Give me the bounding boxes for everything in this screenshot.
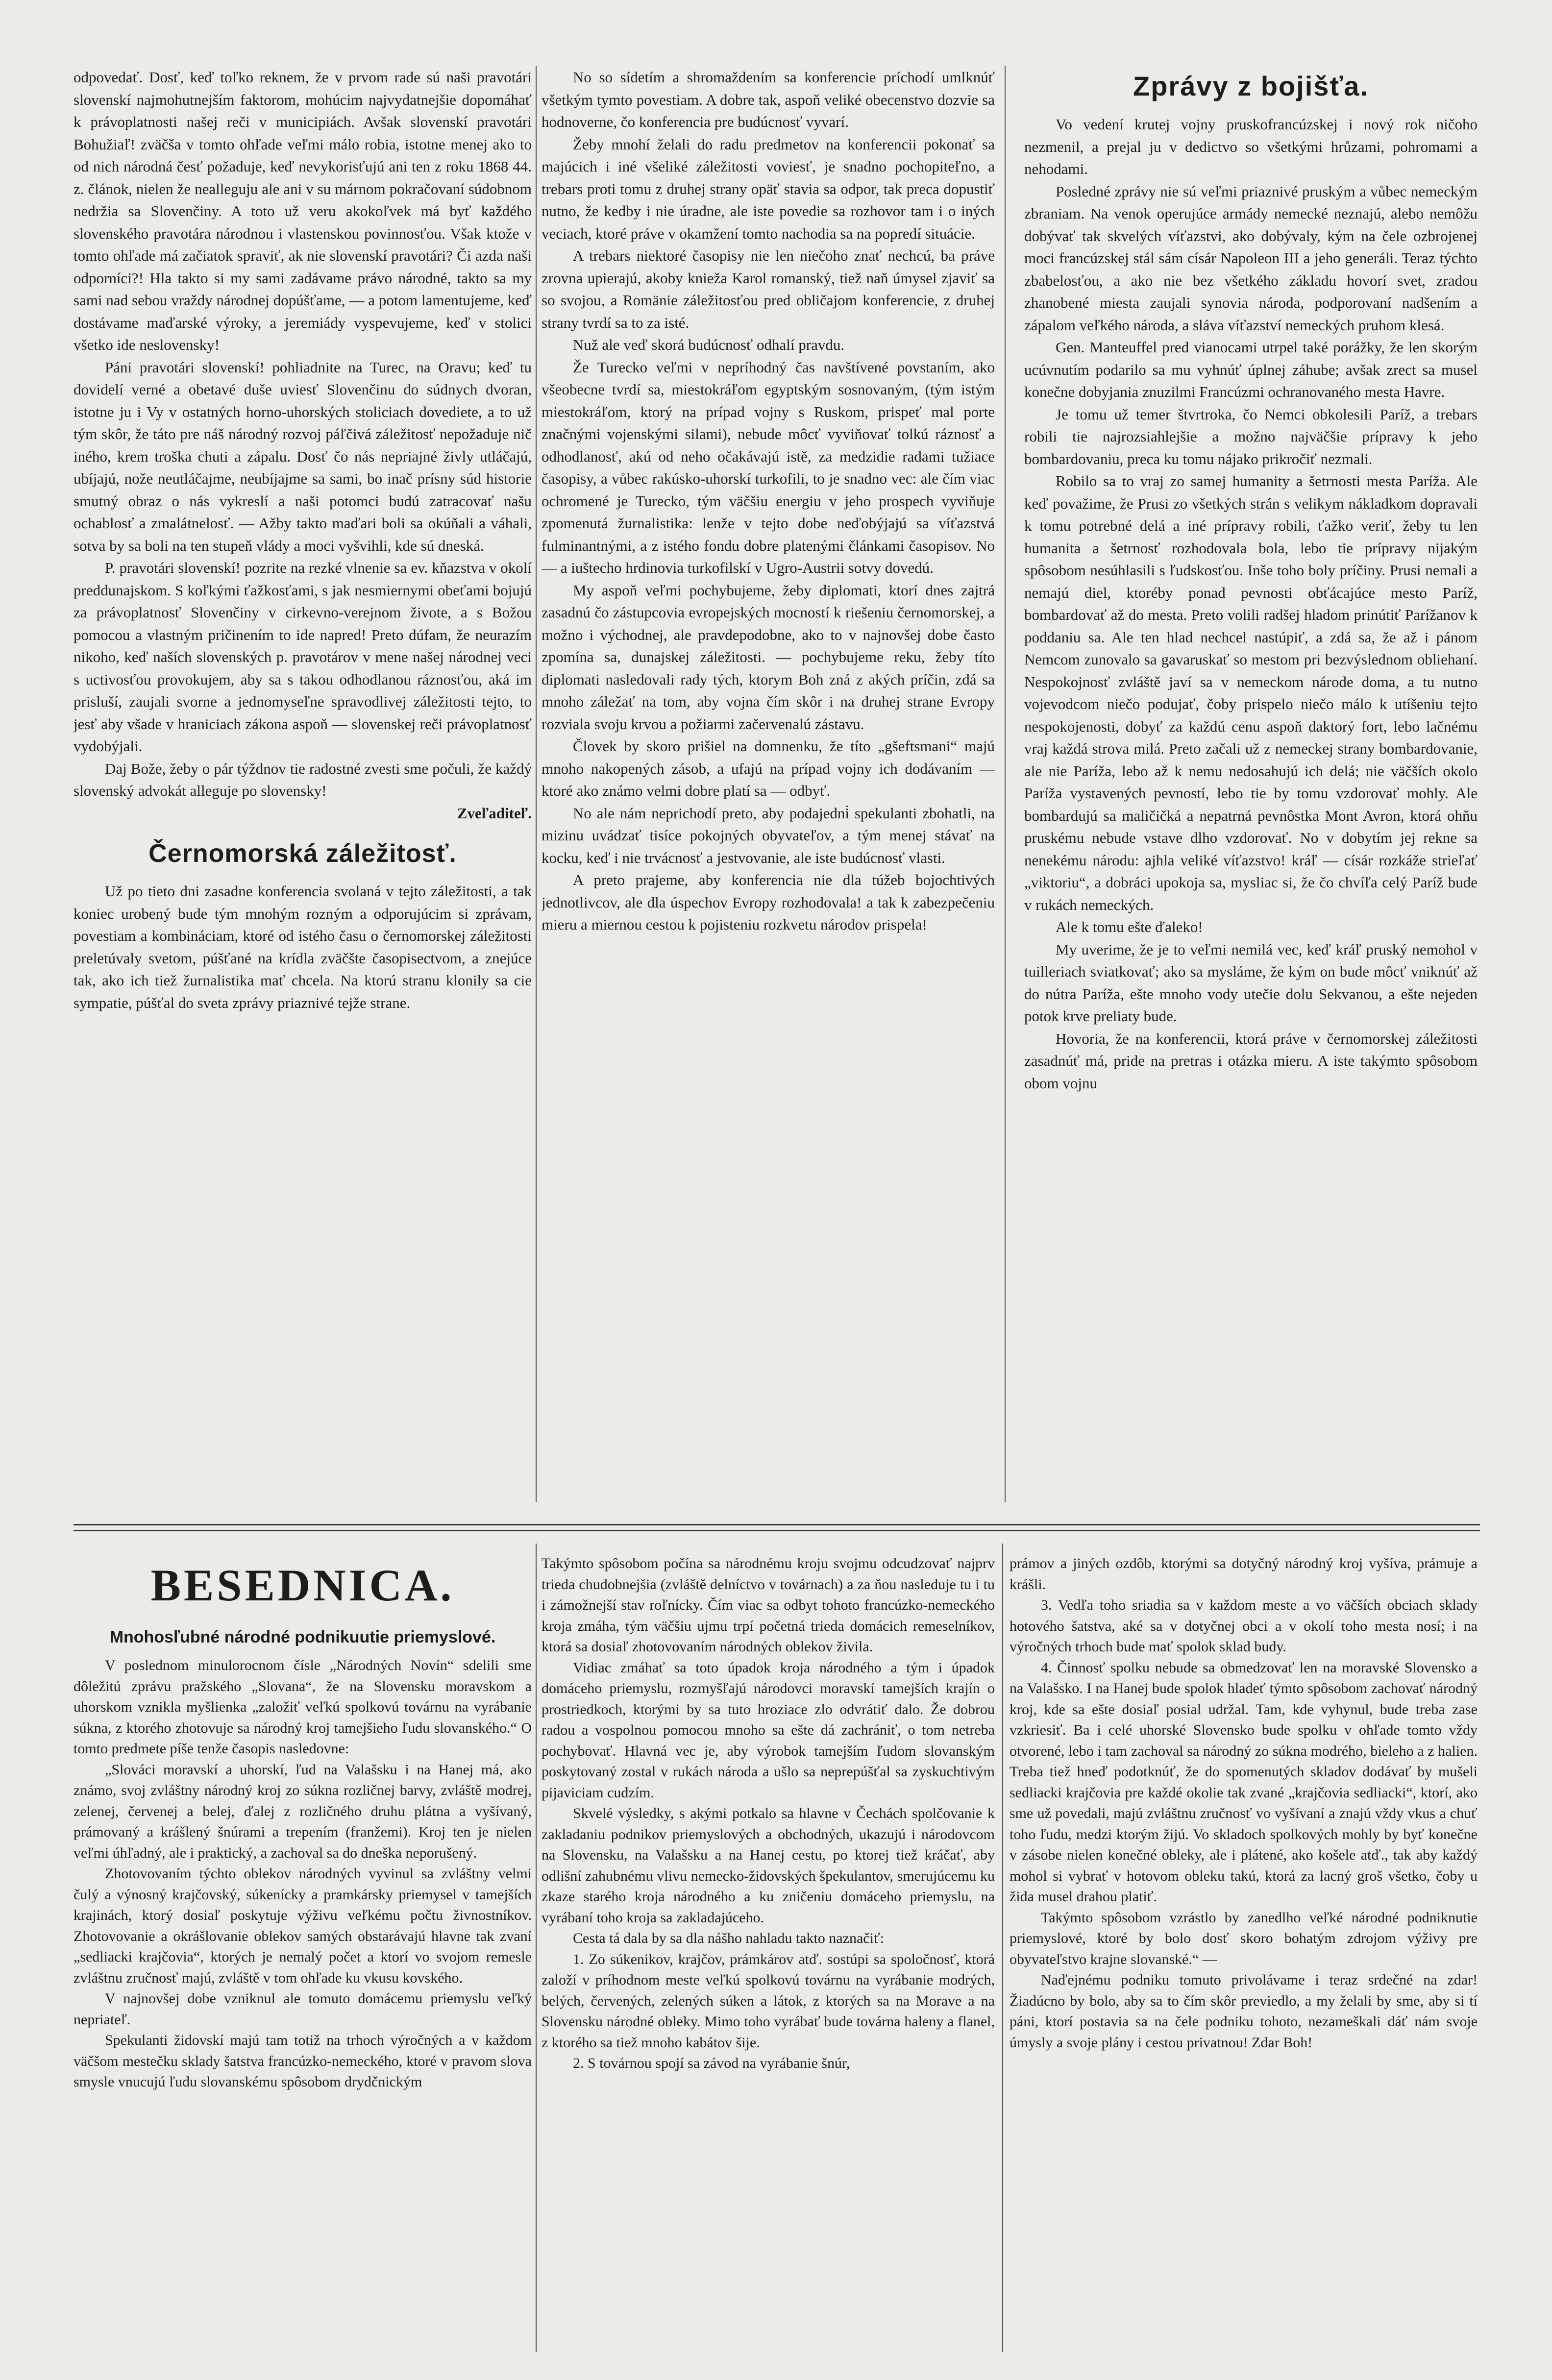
section-title: Černomorská záležitosť. bbox=[148, 839, 457, 868]
column-divider bbox=[1005, 66, 1006, 1502]
paragraph: Vidiac zmáhať sa toto úpadok kroja národného a tým i úpadok domáceho priemyslu, rozmyšľajú národovci moravskí tamejších krajín o prostriedkoch, ktorými by sa tuto hroziace zlo odvrátiť dalo. Že dobrou radou a vospolnou pomocou mnoho sa ešte dá zachrániť, o tom netreba pochybovať. Hlavná vec je, aby výrobok tamejším ľudom slovanským poskytovaný zostal v rukách národa a ušlo sa neprepúšťal sa zyskuchtivým pijaviciam cudzím. bbox=[542, 1659, 995, 1801]
paragraph: P. pravotári slovenskí! pozrite na rezké vlnenie sa ev. kňazstva v okolí preddunajskom. S koľkými ťažkosťami, s jak nesmiernymi obeťami bojujú za právoplatnosť Slovenčiny v cirkevno-verejnom živote, a s Božou pomocou a vlastným pričinením to ide napred! Preto dúfam, že neurazím nikoho, keď naších slovenských p. pravotárov v mene našej národnej veci s uctivosťou provokujem, aby sa s takou odhodlanou ráznosťou, aká im prisluší, zaujali svorne a jednomyseľne spravodlivej záležitosti tejto, to jesť aby všade v hraniciach zákona aspoň — slovenskej reči právoplatnosť vydobýjali. bbox=[74, 559, 532, 755]
paragraph: „Slováci moravskí a uhorskí, ľud na Valašsku i na Hanej má, ako známo, svoj zvláštny národný kroj zo súkna rozličnej barvy, zvláště modrej, zelenej, červenej a belej, ďalej z rozličného druhu plátna a vyšívaný, prámovaný a krášlený šnúrami a trepením (franžemi). Kroj ten je nielen veľmi úhľadný, ale i praktický, a zachoval sa do dneška neporušený. bbox=[74, 1761, 532, 1861]
paragraph: My uverime, že je to veľmi nemilá vec, keď kráľ pruský nemohol v tuilleriach sviatkovať; ako sa mysláme, že kým on bude môcť vniknúť až do nútra Paríža, ešte mnoho vody utečie dolu Sekvanou, a ešte nejeden potok krve preliaty bude. bbox=[1024, 940, 1478, 1025]
paragraph: Páni pravotári slovenskí! pohliadnite na Turec, na Oravu; keď tu dovidelí verné a obetavé duše uviesť Slovenčinu do súdnych dvoran, istotne ju i Vy v ostatných horno-uhorských stoliciach dovediete, a to už tým skôr, že táto pre náš národný rozvoj páľčivá záležitosť nepožaduje nič iného, krem troška chuti a zápalu. Dosť čo nás nepriajné živly utláčajú, ubíjajú, nože neutláčajme, neubíjajme sa sami, bo inač prísny súd historie smutný obraz o nás vykreslí a naši potomci budú zatracovať našu ochablosť a zmalátnelosť. — Ažby takto maďari boli sa okúňali a váhali, sotva by sa boli na ten stupeň vlády a moci vyšvihli, kde sú dneská. bbox=[74, 358, 532, 554]
besednica-column-right bbox=[1010, 1553, 1478, 2367]
signature: Zveľaditeľ. bbox=[457, 804, 532, 822]
news-title: Zprávy z bojišťa. bbox=[1133, 71, 1369, 101]
column-divider bbox=[536, 66, 537, 1502]
paragraph: Spekulanti židovskí majú tam totiž na trhoch výročných a v každom väčšom mestečku sklady šatstva francúzko-nemeckého, ktoré v pravom slova smysle vnucujú ľudu slovanskému spôsobom drydčnickým bbox=[74, 2032, 532, 2090]
paragraph: My aspoň veľmi pochybujeme, žeby diplomati, ktorí dnes zajtrá zasadnú čo zástupcovia evropejských mocností k riešeniu černomorskej, a možno i východnej, ale pravdepodobne, ako to v najnovšej dobe často zpomína sa, dunajskej záležitosti. — pochybujeme reku, žeby títo diplomati nasledovali rady tých, ktorym Boh zná z akých príčin, zdá sa mnoho záležať na tom, aby vojna čím skôr i na druhej strane Evropy rozviala svoju krvou a požiarmi začervenalú zástavu. bbox=[542, 581, 995, 733]
feuilleton-divider bbox=[74, 1524, 1480, 1531]
column-divider bbox=[536, 1544, 537, 2352]
paragraph: 3. Vedľa toho sriadia sa v každom meste a vo väčších obciach sklady hotového šatstva, aké sa v dotyčnej obci a v okolí toho mesta nosí; i na výročných trhoch bude mať spolok sklad budy. bbox=[1010, 1597, 1478, 1655]
paragraph: Robilo sa to vraj zo samej humanity a šetrnosti mesta Paríža. Ale keď považime, že Prusi zo všetkých strán s velikym nákladkom dopravali k tomu potrebné delá a iné prípravy robili, ťažko veriť, žeby tu len humanita a šetrnosť rozhodovala bola, lebo tie prípravy nijakým spôsobom nesúhlasili s ľudskosťou. Inše toho boly príčiny. Prusi nemali a nemajú diel, ktoréby ponad pevnosti obťácajúce mesto Paríž, bombardovať až do mesta. Preto volili radšej hladom prinútiť Parížanov k poddaniu sa. Ale ten hlad nechcel nastúpiť, a zdá sa, že až i pánom Nemcom zunovalo sa gavaruskať so mestom pri bezvýslednom obliehaní. Nespokojnosť zvláště javí sa v nemeckom národe doma, a tu nutno vojevodcom niečo podujať, čoby prispelo niečo málo k utíšeniu tejto nespokojenosti, dobyť za každú cenu aspoň daktorý fort, lebo lačnému vraj každá strova milá. Preto začali už z nemeckej strany bombardovanie, ale nie Paríža, lebo až k nemu nedosahujú ich delá; nie väčších okolo Paríža vystavených pevností, lebo tie by tomu vzdorovať mohly. Ale bombardujú sa maličičká a nepatrná pevnôstka Mont Avron, ktorá ohňu pruskému nebude vstave dlho vzdorovať. No v dobytím jej rekne sa nenekému národu: ajhla veliké víťazstvo! kráľ — císár rozkáže strieľať „viktoriu“, a dobráci upokoja sa, mysliac si, že čo chvíľa celý Paríž bude v rukách nemeckých. bbox=[1024, 472, 1478, 913]
paragraph: odpovedať. Dosť, keď toľko reknem, že v prvom rade sú naši pravotári slovenskí najmohutnejším faktorom, mohúcim najvydatnejšie dopomáhať k právoplatnosti našej reči v municipiách. Avšak slovenskí pravotári Bohužiaľ! zväčša v tomto ohľade veľmi málo robia, istotne menej ako to od nich národná česť požaduje, keď nevykorisťujú ani ten z roku 1868 44. z. článok, nielen že nealleguju ale ani v su márnom pokračovaní súdobnom nedržia sa Slovenčiny. A toto už veru akokoľvek má byť každého slovenského pravotára národnou i vlastenskou povinnosťou. Však ktože v tomto ohľade má začiatok spraviť, ak nie slovenskí pravotári? Či azda naši odporníci?! Hla takto si my sami zadávame právo národné, takto sa my sami nad sebou vraždy národnej dopúšťame, — a potom lamentujeme, keď dostávame maďarské výroky, a jeremiády vyspevujeme, keď v stolici všetko ide neslovensky! bbox=[74, 69, 532, 353]
paragraph: Takýmto spôsobom počína sa národnému kroju svojmu odcudzovať najprv trieda chudobnejšia (zvláště delníctvo v továrnach) a za ňou nasleduje tu i tu i zámožnejší stav roľnícky. Čím viac sa odbyt tohoto francúzko-nemeckého kroja zmáha, tým väčšiu ujmu trpí početná trieda domácich remeselníkov, ktorá sa dosiaľ zhotovovaním národných oblekov živila. bbox=[542, 1555, 995, 1655]
paragraph: Takýmto spôsobom vzrástlo by zanedlho veľké národné podniknutie priemyslové, ktoré by bolo dosť skoro bohatým zdrojom výživy pre obyvateľstvo krajne slovanské.“ — bbox=[1010, 1909, 1478, 1967]
paragraph: Gen. Manteuffel pred vianocami utrpel také porážky, že len skorým ucúvnutím podarilo sa mu vyhnúť úplnej záhube; avšak zrect sa musel konečne dobyjania znuzilmi Francúzmi ochranovaného mesta Havre. bbox=[1024, 339, 1478, 400]
paragraph: Vo vedení krutej vojny pruskofrancúzskej i nový rok ničoho nezmenil, a prejal ju v dedictvo so všetkými hrůzami, pohromami a nehodami. bbox=[1024, 116, 1478, 177]
paragraph: Žeby mnohí želali do radu predmetov na konferencii pokonať sa majúcich i iné všeliké záležitosti voviesť, je snadno pochopiteľno, a trebars proti tomu z druhej strany opäť stavia sa odpor, tak preca dopustiť nutno, že kedby i nie úradne, ale iste povedie sa rozhovor tam i o iných veciach, ktoré práve v okamžení tomto nachodia sa na popredí situácie. bbox=[542, 135, 995, 242]
paragraph: Je tomu už temer štvrtroka, čo Nemci obkolesili Paríž, a trebars robili tie najrozsiahlejšie a možno najväčšie prípravy k jeho bombardovaniu, preca ku tomu nájako prikročiť nezmali. bbox=[1024, 405, 1478, 467]
paragraph: A preto prajeme, aby konferencia nie dla túžeb bojochtivých jednotlivcov, ale dla úspechov Evropy rozhodovala! a tak k zabezpečeniu mieru a miernou cestou k pojisteniu rozkvetu národov prispela! bbox=[542, 871, 995, 933]
paragraph: A trebars niektoré časopisy nie len niečoho znať nechcú, ba práve zrovna upierajú, akoby knieža Karol romanský, tiež naň úmysel zjaviť sa so svojou, a Romänie záležitosťou pred obličajom konferencie, z druhej strany tvrdí sa to za isté. bbox=[542, 247, 995, 331]
paragraph: V poslednom minulorocnom čísle „Národných Novín“ sdelili sme dôležitú zprávu pražského „Slovana“, že na Slovensku moravskom a uhorskom vznikla myšlienka „založiť veľkú spolkovú továrnu na vyrábanie súkna, z ktorého zhotovuje sa národný kroj tamejšieho ľudu slovanského.“ O tomto predmete píše tenže časopis nasledovne: bbox=[74, 1657, 532, 1757]
besednica-title: BESEDNICA. bbox=[150, 1560, 455, 1610]
paragraph: Cesta tá dala by sa dla nášho nahladu takto naznačiť: bbox=[573, 1930, 885, 1946]
paragraph: Ale k tomu ešte ďaleko! bbox=[1056, 918, 1203, 935]
article-title: Mnohosľubné národné podnikuutie priemyslové. bbox=[109, 1628, 496, 1646]
paragraph: Naďejnému podniku tomuto privolávame i teraz srdečné na zdar! Žiadúcno by bolo, aby sa to čím skôr previedlo, a my želali by sme, aby si tí páni, ktorí postavia sa na čele podniku tohoto, nezameškali dáť nám svoje úmysly a svoje plány i cestou privatnou! Zdar Boh! bbox=[1010, 1972, 1478, 2051]
paragraph: Hovoria, že na konferencii, ktorá práve v černomorskej záležitosti zasadnúť má, pride na pretras i otázka mieru. A iste takýmto spôsobom obom vojnu bbox=[1024, 1030, 1478, 1092]
column-left bbox=[74, 66, 532, 1519]
paragraph: V najnovšej dobe vzniknul ale tomuto domácemu priemyslu veľký nepriateľ. bbox=[74, 1990, 532, 2028]
paragraph: Človek by skoro prišiel na domnenku, že títo „gšeftsmani“ majú mnoho nakopených zásob, a ufajú na prípad vojny ich dodávaním — ktoré ako známo velmi dobre platí sa — odbyť. bbox=[542, 737, 995, 799]
paragraph: No ale nám neprichodí preto, aby podajedni̇ spekulanti zbohatli, na mizinu uvádzať tisíce pokojných obyvateľov, a tým menej stávať na kocku, keď i nie trvácnosť a jestvovanie, ale iste budúcnosť vlasti. bbox=[542, 804, 995, 866]
paragraph: 1. Zo súkenikov, krajčov, prámkárov atď. sostúpi sa spoločnosť, ktorá založí v príhodnom meste veľkú spolkovú továrnu na vyrábanie modrých, belých, červených, zelených súken a látok, z ktorých sa na Morave a na Slovensku národné obleky. Mimo toho vyrábať bude továrna haleny a flanel, z ktorého sa tiež mnoho kabátov šije. bbox=[542, 1951, 995, 2051]
besednica-column-left bbox=[74, 1553, 532, 2367]
paragraph: No so sídetím a shromaždením sa konferencie príchodí umlknúť všetkým tymto povestiam. A dobre tak, aspoň veliké obecenstvo dozvie sa hodnoverne, čo konferencia pre budúcnosť vyvarí. bbox=[542, 69, 995, 130]
paragraph: Nuž ale veď skorá budúcnosť odhalí pravdu. bbox=[573, 336, 845, 353]
paragraph: Posledné zprávy nie sú veľmi priaznivé pruským a vůbec nemeckým zbraniam. Na venok operujúce armády nemecké neznajú, alebo nemôžu dobývať tak skvelých víťazstvi, ako dobývaly, kým na čele ozbrojenej moci francúzskej stál sám císár Napoleon III a jeho generáli. Teraz týchto zbabelosťou, a ako nie bez všetkého základu hovorí svet, zradou zhanobené miesta zaujali synovia národa, podporovaní nadšením a zápalom veľkého národa, a sláva víťazství nemeckých pruhom klesá. bbox=[1024, 182, 1478, 334]
paragraph: 2. S továrnou spojí sa závod na vyrábanie šnúr, bbox=[573, 2055, 850, 2071]
paragraph: Už po tieto dni zasadne konferencia svolaná v tejto záležitosti, a tak koniec urobený bude tým mnohým rozným a odporujúcim si zprávam, povestiam a kombináciam, ktoré od istého času o černomorskej záležitosti preletúvaly svetom, púšťané na krídla zväčšte časopisectvom, a znejúce tak, ako ich tiež žurnalistika mať chcela. Na ktorú stranu klonily sa cie sympatie, púšťal do sveta zprávy priaznivé tejže strane. bbox=[74, 883, 532, 1011]
paragraph: Zhotovovaním týchto oblekov národných vyvinul sa zvláštny velmi čulý a výnosný krajčovský, súkenícky a pramkársky priemysel v tamejších krajinách, ktorý dosiaľ poskytuje výživu veľkému počtu živnostníkov. Zhotovovanie a okrášlovanie oblekov samých obstarávajú hlavne tak zvaní „sedliacki krajčovia“, ktorých je nemalý počet a ktorí vo svojom remesle zvláštnu zručnosť majú, zvláště v tom ohľade ku vkusu kovského. bbox=[74, 1865, 532, 1986]
paragraph: Skvelé výsledky, s akými potkalo sa hlavne v Čechách spolčovanie k zakladaniu podnikov priemyslových a obchodných, ukazujú i národovcom na Slovensku, na Valašsku a na Hanej cestu, po ktorej tiež kráčať, aby odlišní zahubnému vlivu nemecko-židovských špekulantov, smerujúcemu ku zkaze starého kroja národného a ku zničeniu domáceho priemyslu, na vyrábaní toho kroja sa zakladajúceho. bbox=[542, 1805, 995, 1926]
column-divider bbox=[1002, 1544, 1003, 2352]
column-middle bbox=[542, 66, 995, 1438]
paragraph: 4. Činnosť spolku nebude sa obmedzovať len na moravské Slovensko a na Valašsko. I na Hanej bude spolok hladeť týmto spôsobom zachovať národný kroj, kde sa ešte dosiaľ posial udržal. Tam, kde vyhynul, bude treba zase vzkriesiť. Ba i celé uhorské Slovensko bude spolku v ohľade tomto vždy otvorené, lebo i tam zachoval sa národný zo súkna modrého, bieleho a z halien. Treba tiež hneď podotknúť, že do spomenutých skladov dodávať by mušeli sedliacki krajčovia pre každé okolie tak zvané „krajčovia sedliacki“, ktorí, ako sme už povedali, majú zvláštnu zručnosť vo vyšívaní a znajú vždy vkus a chuť toho ľudu, medzi ktorým žijú. Vo skladoch spolkových mohly by byť konečne v zásobe nielen konečné obleky, ale i plátené, ako košele atď., tak aby každý mohol si vybrať v hotovom obleku takú, ktorá za lacný groš všetko, čoby u žida musel drahou platiť. bbox=[1010, 1659, 1478, 1905]
column-right bbox=[1024, 66, 1478, 1521]
besednica-column-middle bbox=[542, 1553, 995, 2367]
paragraph: Že Turecko veľmi v nepríhodný čas navštívené povstaním, ako všeobecne tvrdí sa, miestokráľom egyptským sosnovaným, (tým istým miestokráľom, ktorý na prípad vojny s Ruskom, prispeť mal porte značnými vojenskými silami), nebude môcť vyviňovať tolkú ráznosť a odhodlanosť, akú od neho očakávajú istě, za medzidie radami tužiace časopisy, a vůbec rakúsko-uhorskí turkofili, to je snadno vec: ale čím viac ochromené je Turecko, tým väčšiu energiu v jeho prospech vyviňuje zpomenutá žurnalistika: lenže v tejto dobe neďobýjajú sa víťazstvá fulminantnými, a z istého fondu dobre platenými článkami časopisov. No — a iuštecho hrdinovia turkofilskí v Ugro-Austrii sotvy dovedú. bbox=[542, 358, 995, 576]
paragraph: Daj Bože, žeby o pár týždnov tie radostné zvesti sme počuli, že každý slovenský advokát alleguje po slovensky! bbox=[74, 760, 532, 799]
paragraph: prámov a jiných ozdôb, ktorými sa dotyčný národný kroj vyšíva, prámuje a krášli. bbox=[1010, 1555, 1478, 1593]
